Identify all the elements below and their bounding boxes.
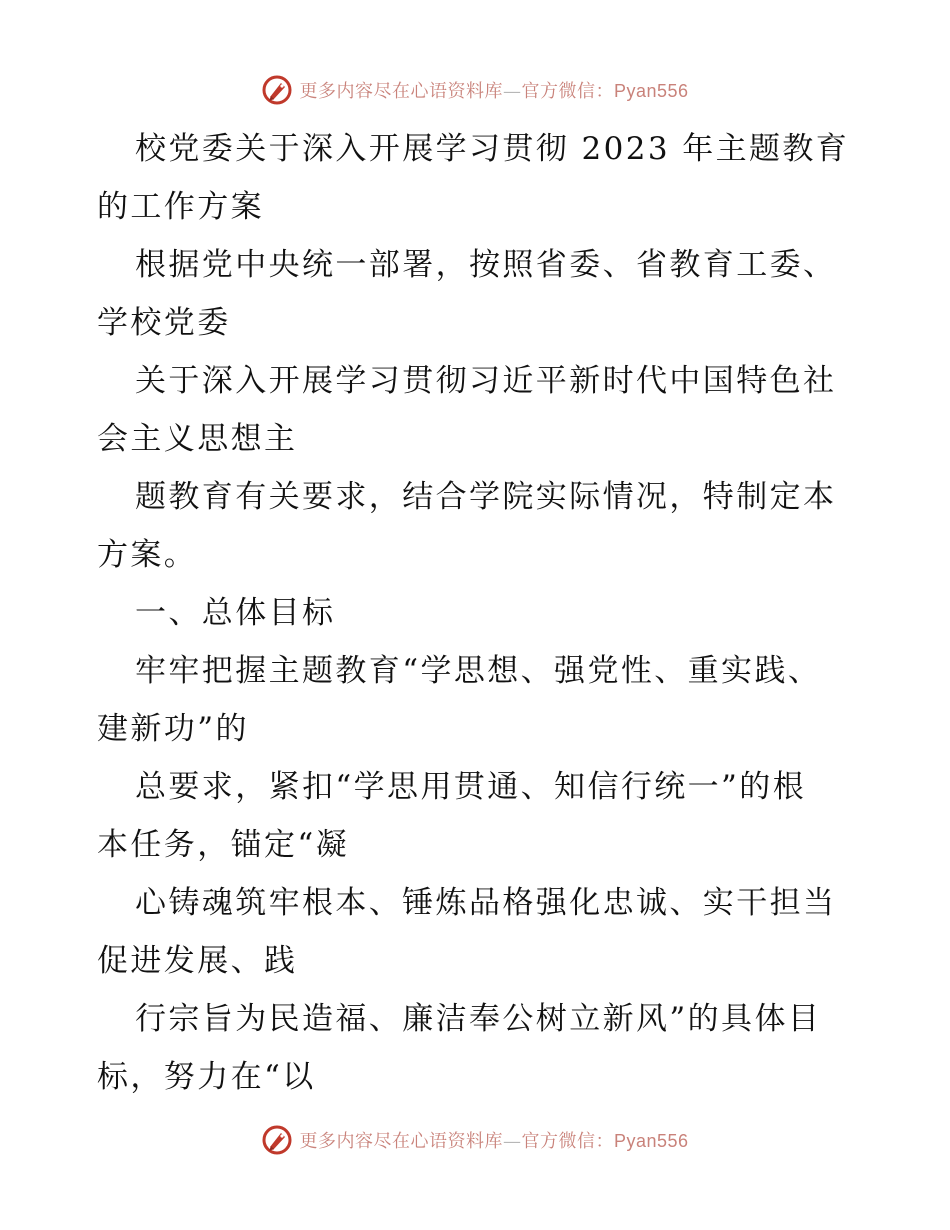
paragraph-line: 会主义思想主 [97,421,298,457]
header-watermark [0,72,950,108]
footer-watermark [0,1122,950,1158]
paragraph-line: 题教育有关要求，结合学院实际情况，特制定本 [135,479,837,515]
watermark-text [299,77,688,103]
watermark-contact: 官方微信：Pyan556 [521,81,689,101]
watermark-brand: 更多内容尽在心语资料库 [299,1131,503,1152]
paragraph-line: 心铸魂筑牢根本、锤炼品格强化忠诚、实干担当 [135,885,837,921]
watermark-text [299,1127,688,1153]
watermark-separator: — [502,1131,522,1152]
section-heading: 一、总体目标 [135,595,336,631]
paragraph-line: 关于深入开展学习贯彻习近平新时代中国特色社 [135,363,837,399]
document-body [97,120,857,1106]
pen-nib-logo-icon [261,1124,293,1156]
paragraph-line: 建新功”的 [97,711,249,747]
watermark-contact: 官方微信：Pyan556 [521,1131,689,1151]
paragraph-line: 方案。 [97,537,198,573]
pen-nib-logo-icon [261,74,293,106]
paragraph-line: 促进发展、践 [97,943,298,979]
paragraph-line: 根据党中央统一部署，按照省委、省教育工委、 [135,247,837,283]
watermark-separator: — [502,81,522,102]
paragraph-line: 标，努力在“以 [97,1059,316,1095]
paragraph-line: 学校党委 [97,305,231,341]
watermark-brand: 更多内容尽在心语资料库 [299,81,503,102]
paragraph-line: 本任务，锚定“凝 [97,827,350,863]
title-line-2: 的工作方案 [97,189,264,225]
paragraph-line: 牢牢把握主题教育“学思想、强党性、重实践、 [135,653,822,689]
paragraph-line: 总要求，紧扣“学思用贯通、知信行统一”的根 [135,769,807,805]
paragraph-line: 行宗旨为民造福、廉洁奉公树立新风”的具体目 [135,1001,822,1037]
title-line-1: 校党委关于深入开展学习贯彻 2023 年主题教育 [135,131,850,167]
